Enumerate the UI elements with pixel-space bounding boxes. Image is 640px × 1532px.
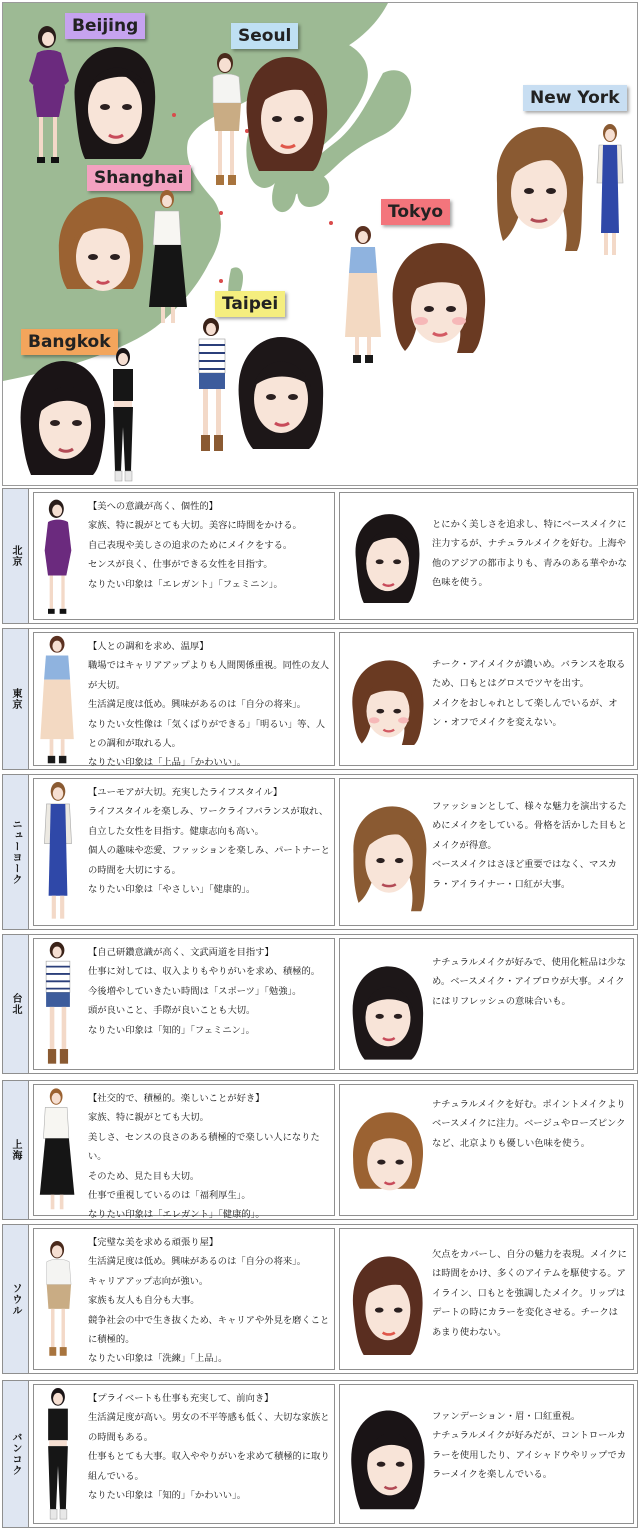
personality-line: 仕事で重視しているのは「福利厚生」。: [88, 1190, 251, 1202]
personality-line: 頭が良いこと、手際が良いことも大切。: [88, 1005, 256, 1017]
taipei-figure: [191, 317, 233, 459]
bangkok-mini-figure: [38, 1387, 78, 1525]
row-city-tab: [3, 1225, 29, 1373]
personality-line: センスが良く、仕事ができる女性を目指す。: [88, 559, 273, 571]
row-city-name: ソウル: [10, 1282, 21, 1316]
bangkok-figure: [107, 347, 139, 486]
personality-line: 【自己研鑽意識が高く、文武両道を目指す】: [88, 947, 274, 958]
personality-line: 【プライベートも仕事も充実して、前向き】: [88, 1393, 274, 1404]
row-city-tab: [3, 775, 29, 929]
makeup-box: [339, 938, 634, 1070]
makeup-box: [339, 1228, 634, 1370]
row-city-name: 台北: [10, 993, 21, 1015]
row-city-tab: [3, 1381, 29, 1527]
seoul-mini-figure: [38, 1231, 78, 1371]
personality-box: [33, 492, 335, 620]
row-city-tab: [3, 629, 29, 769]
personality-line: なりたい印象は「エレガント」「フェミニン」。: [88, 578, 283, 590]
personality-line: 生活満足度は低め。興味があるのは「自分の将来」。: [88, 1256, 307, 1268]
personality-line: 【完璧な美を求める頑張り屋】: [88, 1237, 219, 1248]
seoul-face: [241, 53, 331, 171]
personality-line: そのため、見た目も大切。: [88, 1170, 200, 1182]
newyork-figure: [593, 123, 627, 263]
personality-line: なりたい印象は「上品」「かわいい」。: [88, 757, 247, 769]
tokyo-figure: [343, 225, 385, 367]
city-label-shanghai: Shanghai: [87, 165, 191, 191]
personality-line: 家族、特に親がとても大切。美容に時間をかける。: [88, 520, 302, 532]
personality-line: なりたい印象は「知的」「フェミニン」。: [88, 1024, 255, 1036]
personality-line: 生活満足度は低め。興味があるのは「自分の将来」。: [88, 699, 307, 711]
personality-text: [88, 1389, 330, 1505]
tokyo-dot: [329, 221, 333, 225]
personality-line: キャリアアップ志向が強い。: [88, 1275, 209, 1287]
beijing-dot: [172, 113, 176, 117]
makeup-text: ナチュラルメイクを好む。ポイントメイクよりベースメイクに注力。ベージュやローズピンクなど、北京よりも優しい色味を使う。: [432, 1099, 626, 1149]
newyork-mini-face: [348, 803, 430, 913]
beijing-mini-figure: [38, 495, 78, 621]
city-label-tokyo: Tokyo: [381, 199, 450, 225]
beijing-face: [67, 43, 159, 159]
tokyo-mini-figure: [38, 635, 78, 767]
row-city-tab: [3, 1081, 29, 1219]
personality-box: [33, 938, 335, 1070]
personality-box: [33, 778, 335, 926]
taipei-mini-figure: [38, 941, 78, 1071]
shanghai-mini-face: [348, 1109, 428, 1207]
personality-line: 職場ではキャリアアップよりも人間関係重視。同性の友人が大切。: [88, 660, 330, 691]
personality-box: [33, 1084, 335, 1221]
personality-box: [33, 1228, 335, 1370]
beijing-mini-face: [348, 511, 424, 603]
personality-line: 【人との調和を求め、温厚】: [88, 641, 209, 652]
newyork-face: [491, 123, 587, 253]
personality-line: 家族、特に親がとても大切。: [88, 1112, 209, 1124]
city-label-bangkok: Bangkok: [21, 329, 118, 355]
city-label-taipei: Taipei: [215, 291, 285, 317]
makeup-box: [339, 778, 634, 926]
makeup-box: [339, 1084, 634, 1216]
personality-line: 【社交的で、積極的。楽しいことが好き】: [88, 1093, 265, 1104]
makeup-box: [339, 492, 634, 620]
makeup-text: ナチュラルメイクが好みで、使用化粧品は少なめ。ベースメイク・アイブロウが大事。メイクにはリフレッシュの意味合いも。: [432, 957, 626, 1007]
row-city-name: バンコク: [10, 1432, 21, 1476]
row-city-name: ニューヨーク: [10, 819, 21, 885]
bangkok-mini-face: [348, 1407, 428, 1511]
makeup-text: チーク・アイメイクが濃いめ。バランスを取るため、口もとはグロスでツヤを出す。 メイクをおしゃれとして楽しんでいるが、オン・オフでメイクを変えない。: [432, 659, 626, 729]
personality-line: 【ユーモアが大切。充実したライフスタイル】: [88, 787, 283, 798]
personality-line: 自己表現や美しさの追求のためにメイクをする。: [88, 539, 293, 551]
row-city-name: 上海: [10, 1139, 21, 1161]
personality-text: [88, 637, 330, 773]
personality-line: なりたい印象は「やさしい」「健康的」。: [88, 884, 256, 896]
personality-text: [88, 1233, 330, 1369]
row-city-tab: [3, 489, 29, 623]
profile-row-newyork: [2, 774, 638, 930]
profile-row-bangkok: [2, 1380, 638, 1528]
personality-line: なりたい女性像は「気くばりができる」「明るい」等、人との調和が取れる人。: [88, 718, 326, 750]
makeup-text: ファッションとして、様々な魅力を演出するためにメイクをしている。骨格を活かした目もとメイクが得意。 ベースメイクはさほど重要ではなく、マスカラ・アイライナー・口紅が大事。: [432, 801, 627, 890]
shanghai-dot: [219, 211, 223, 215]
personality-line: 仕事もとても大事。収入ややりがいを求めて積極的に取り組んでいる。: [88, 1451, 330, 1482]
personality-line: 美しさ、センスの良さのある積極的で楽しい人になりたい。: [88, 1131, 320, 1163]
personality-line: 生活満足度が高い。男女の不平等感も低く、大切な家族との時間もある。: [88, 1412, 330, 1443]
taipei-dot: [219, 279, 223, 283]
row-city-tab: [3, 935, 29, 1073]
seoul-mini-face: [348, 1253, 426, 1355]
makeup-text: とにかく美しさを追求し、特にベースメイクに注力するが、ナチュラルメイクを好む。上海や他のアジアの都市よりも、青みのある華やかな色味を使う。: [432, 519, 627, 589]
makeup-text: 欠点をカバーし、自分の魅力を表現。メイクには時間をかけ、多くのアイテムを駆使する。アイライン、口もとを強調したメイク。リップはデートの時にカラーを変化させる。チークはあまり使わない。: [432, 1249, 627, 1338]
beijing-figure: [25, 25, 73, 167]
personality-line: ライフスタイルを楽しみ、ワークライフバランスが取れ、自立した女性を目指す。健康志向も高い。: [88, 806, 329, 837]
city-map: [2, 2, 638, 486]
shanghai-figure: [147, 189, 191, 331]
tokyo-mini-face: [348, 657, 428, 753]
shanghai-mini-figure: [38, 1087, 78, 1217]
profile-row-taipei: [2, 934, 638, 1074]
personality-box: [33, 1384, 335, 1524]
tokyo-face: [387, 239, 491, 363]
personality-text: [88, 1089, 330, 1225]
personality-line: 個人の趣味や恋愛、ファッションを楽しみ、パートナーとの時間を大切にする。: [88, 845, 330, 876]
row-city-name: 北京: [10, 545, 21, 567]
makeup-text: ファンデーション・眉・口紅重視。 ナチュラルメイクが好みだが、コントロールカラーを使用したり、アイシャドウやリップでカラーメイクを楽しんでいる。: [432, 1411, 627, 1481]
taipei-face: [233, 333, 329, 453]
personality-line: 今後増やしていきたい時間は「スポーツ」「勉強」。: [88, 985, 302, 997]
bangkok-face: [17, 357, 109, 477]
newyork-mini-figure: [38, 781, 78, 927]
profile-row-seoul: [2, 1224, 638, 1374]
personality-line: なりたい印象は「知的」「かわいい」。: [88, 1490, 247, 1502]
city-label-newyork: New York: [523, 85, 627, 111]
personality-text: [88, 783, 330, 899]
profile-row-shanghai: [2, 1080, 638, 1220]
row-city-name: 東京: [10, 688, 21, 710]
makeup-box: [339, 1384, 634, 1524]
personality-text: [88, 497, 330, 594]
personality-line: 家族も友人も自分も大事。: [88, 1295, 200, 1307]
personality-line: 【美への意識が高く、個性的】: [88, 501, 218, 512]
city-label-seoul: Seoul: [231, 23, 298, 49]
personality-box: [33, 632, 335, 769]
city-label-beijing: Beijing: [65, 13, 145, 39]
profile-row-beijing: [2, 488, 638, 624]
personality-text: [88, 943, 330, 1040]
personality-line: 競争社会の中で生き抜くため、キャリアや外見を磨くことに積極的。: [88, 1314, 330, 1346]
personality-line: 仕事に対しては、収入よりもやりがいを求め、積極的。: [88, 966, 321, 978]
personality-line: なりたい印象は「エレガント」「健康的」。: [88, 1209, 265, 1221]
makeup-box: [339, 632, 634, 766]
shanghai-face: [53, 193, 149, 311]
personality-line: なりたい印象は「洗練」「上品」。: [88, 1353, 228, 1365]
taipei-mini-face: [348, 963, 428, 1063]
profile-row-tokyo: [2, 628, 638, 770]
